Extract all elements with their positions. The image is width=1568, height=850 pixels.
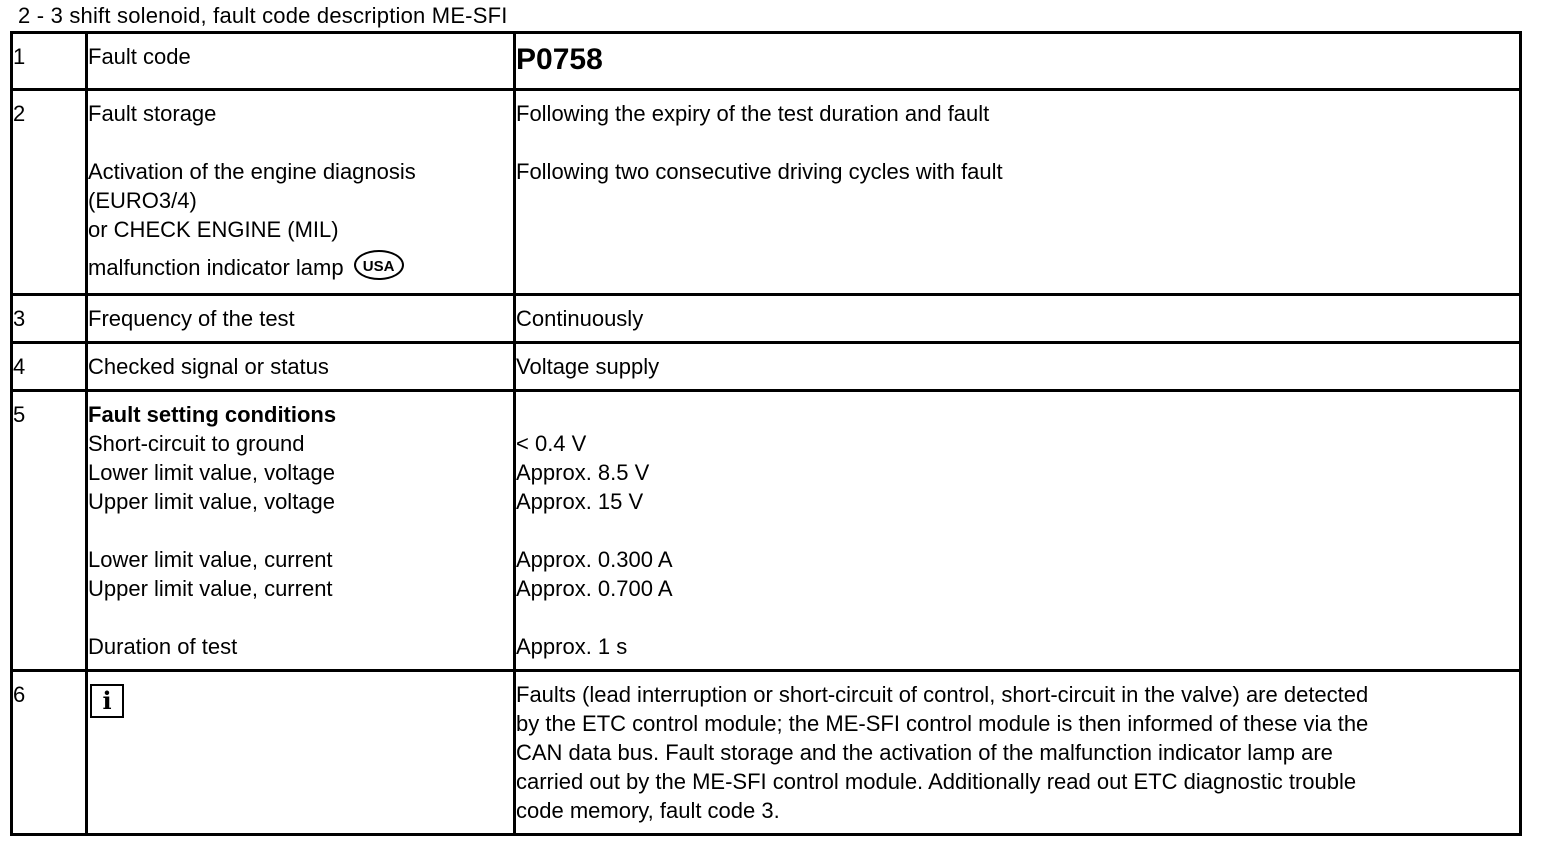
row-label-cell: [88, 392, 516, 672]
row-number: 1: [13, 44, 26, 69]
document-title: 2 - 3 shift solenoid, fault code description ME-SFI: [18, 3, 508, 28]
row-number-cell: [13, 91, 88, 296]
row-label-cell: [88, 344, 516, 392]
note-text-line: Faults (lead interruption or short-circuit of control, short-circuit in the valve) are detected: [516, 682, 1369, 707]
row-number: 3: [13, 306, 26, 331]
fault-code-value: P0758: [516, 43, 603, 76]
fault-storage-label: Fault storage: [88, 101, 217, 126]
usa-badge-icon: USA: [354, 250, 404, 280]
fault-setting-heading: Fault setting conditions: [88, 402, 337, 427]
row-value-cell: [516, 392, 1522, 672]
row-value-cell: [516, 34, 1522, 91]
condition-value: Approx. 0.700 A: [516, 576, 673, 601]
row-value: Voltage supply: [516, 354, 660, 379]
condition-value: Approx. 15 V: [516, 489, 644, 514]
row-label: Fault code: [88, 44, 191, 69]
table-row: [13, 672, 1522, 836]
table-row: [13, 392, 1522, 672]
note-text-line: carried out by the ME-SFI control module. Additionally read out ETC diagnostic trouble: [516, 769, 1357, 794]
row-number-cell: [13, 392, 88, 672]
table-row: [13, 34, 1522, 91]
row-value-cell: [516, 91, 1522, 296]
row-label: Checked signal or status: [88, 354, 329, 379]
engine-diagnosis-label: Activation of the engine diagnosis: [88, 159, 416, 184]
condition-label: Lower limit value, voltage: [88, 460, 336, 485]
euro-label: (EURO3/4): [88, 188, 197, 213]
condition-value: Approx. 1 s: [516, 634, 628, 659]
note-text-line: by the ETC control module; the ME-SFI control module is then informed of these via the: [516, 711, 1369, 736]
fault-storage-value: Following the expiry of the test duration and fault: [516, 101, 990, 126]
condition-label: Lower limit value, current: [88, 547, 333, 572]
row-number-cell: [13, 296, 88, 344]
condition-value: Approx. 0.300 A: [516, 547, 673, 572]
row-label-cell: [88, 91, 516, 296]
row-number-cell: [13, 672, 88, 836]
row-number-cell: [13, 344, 88, 392]
condition-label: Duration of test: [88, 634, 238, 659]
condition-value: < 0.4 V: [516, 431, 587, 456]
mil-lamp-label: malfunction indicator lamp: [88, 255, 344, 280]
row-label-cell: [88, 34, 516, 91]
check-engine-label: or CHECK ENGINE (MIL): [88, 217, 339, 242]
row-label-cell: [88, 672, 516, 836]
row-number: 5: [13, 402, 26, 427]
engine-diagnosis-value: Following two consecutive driving cycles with fault: [516, 159, 1003, 184]
row-label: Frequency of the test: [88, 306, 295, 331]
row-number: 6: [13, 682, 26, 707]
row-value-cell: [516, 296, 1522, 344]
row-number-cell: [13, 34, 88, 91]
condition-label: Short-circuit to ground: [88, 431, 305, 456]
condition-value: Approx. 8.5 V: [516, 460, 650, 485]
row-value-cell: [516, 344, 1522, 392]
row-number: 4: [13, 354, 26, 379]
table-row: [13, 344, 1522, 392]
table-row: [13, 91, 1522, 296]
info-icon: i: [90, 684, 124, 718]
note-text-line: CAN data bus. Fault storage and the activation of the malfunction indicator lamp are: [516, 740, 1333, 765]
fault-code-table-container: [10, 31, 1522, 836]
row-value-cell: [516, 672, 1522, 836]
row-value: Continuously: [516, 306, 644, 331]
table-row: [13, 296, 1522, 344]
row-number: 2: [13, 101, 26, 126]
fault-code-table: [10, 31, 1522, 836]
note-text-line: code memory, fault code 3.: [516, 798, 780, 823]
condition-label: Upper limit value, voltage: [88, 489, 336, 514]
condition-label: Upper limit value, current: [88, 576, 333, 601]
row-label-cell: [88, 296, 516, 344]
